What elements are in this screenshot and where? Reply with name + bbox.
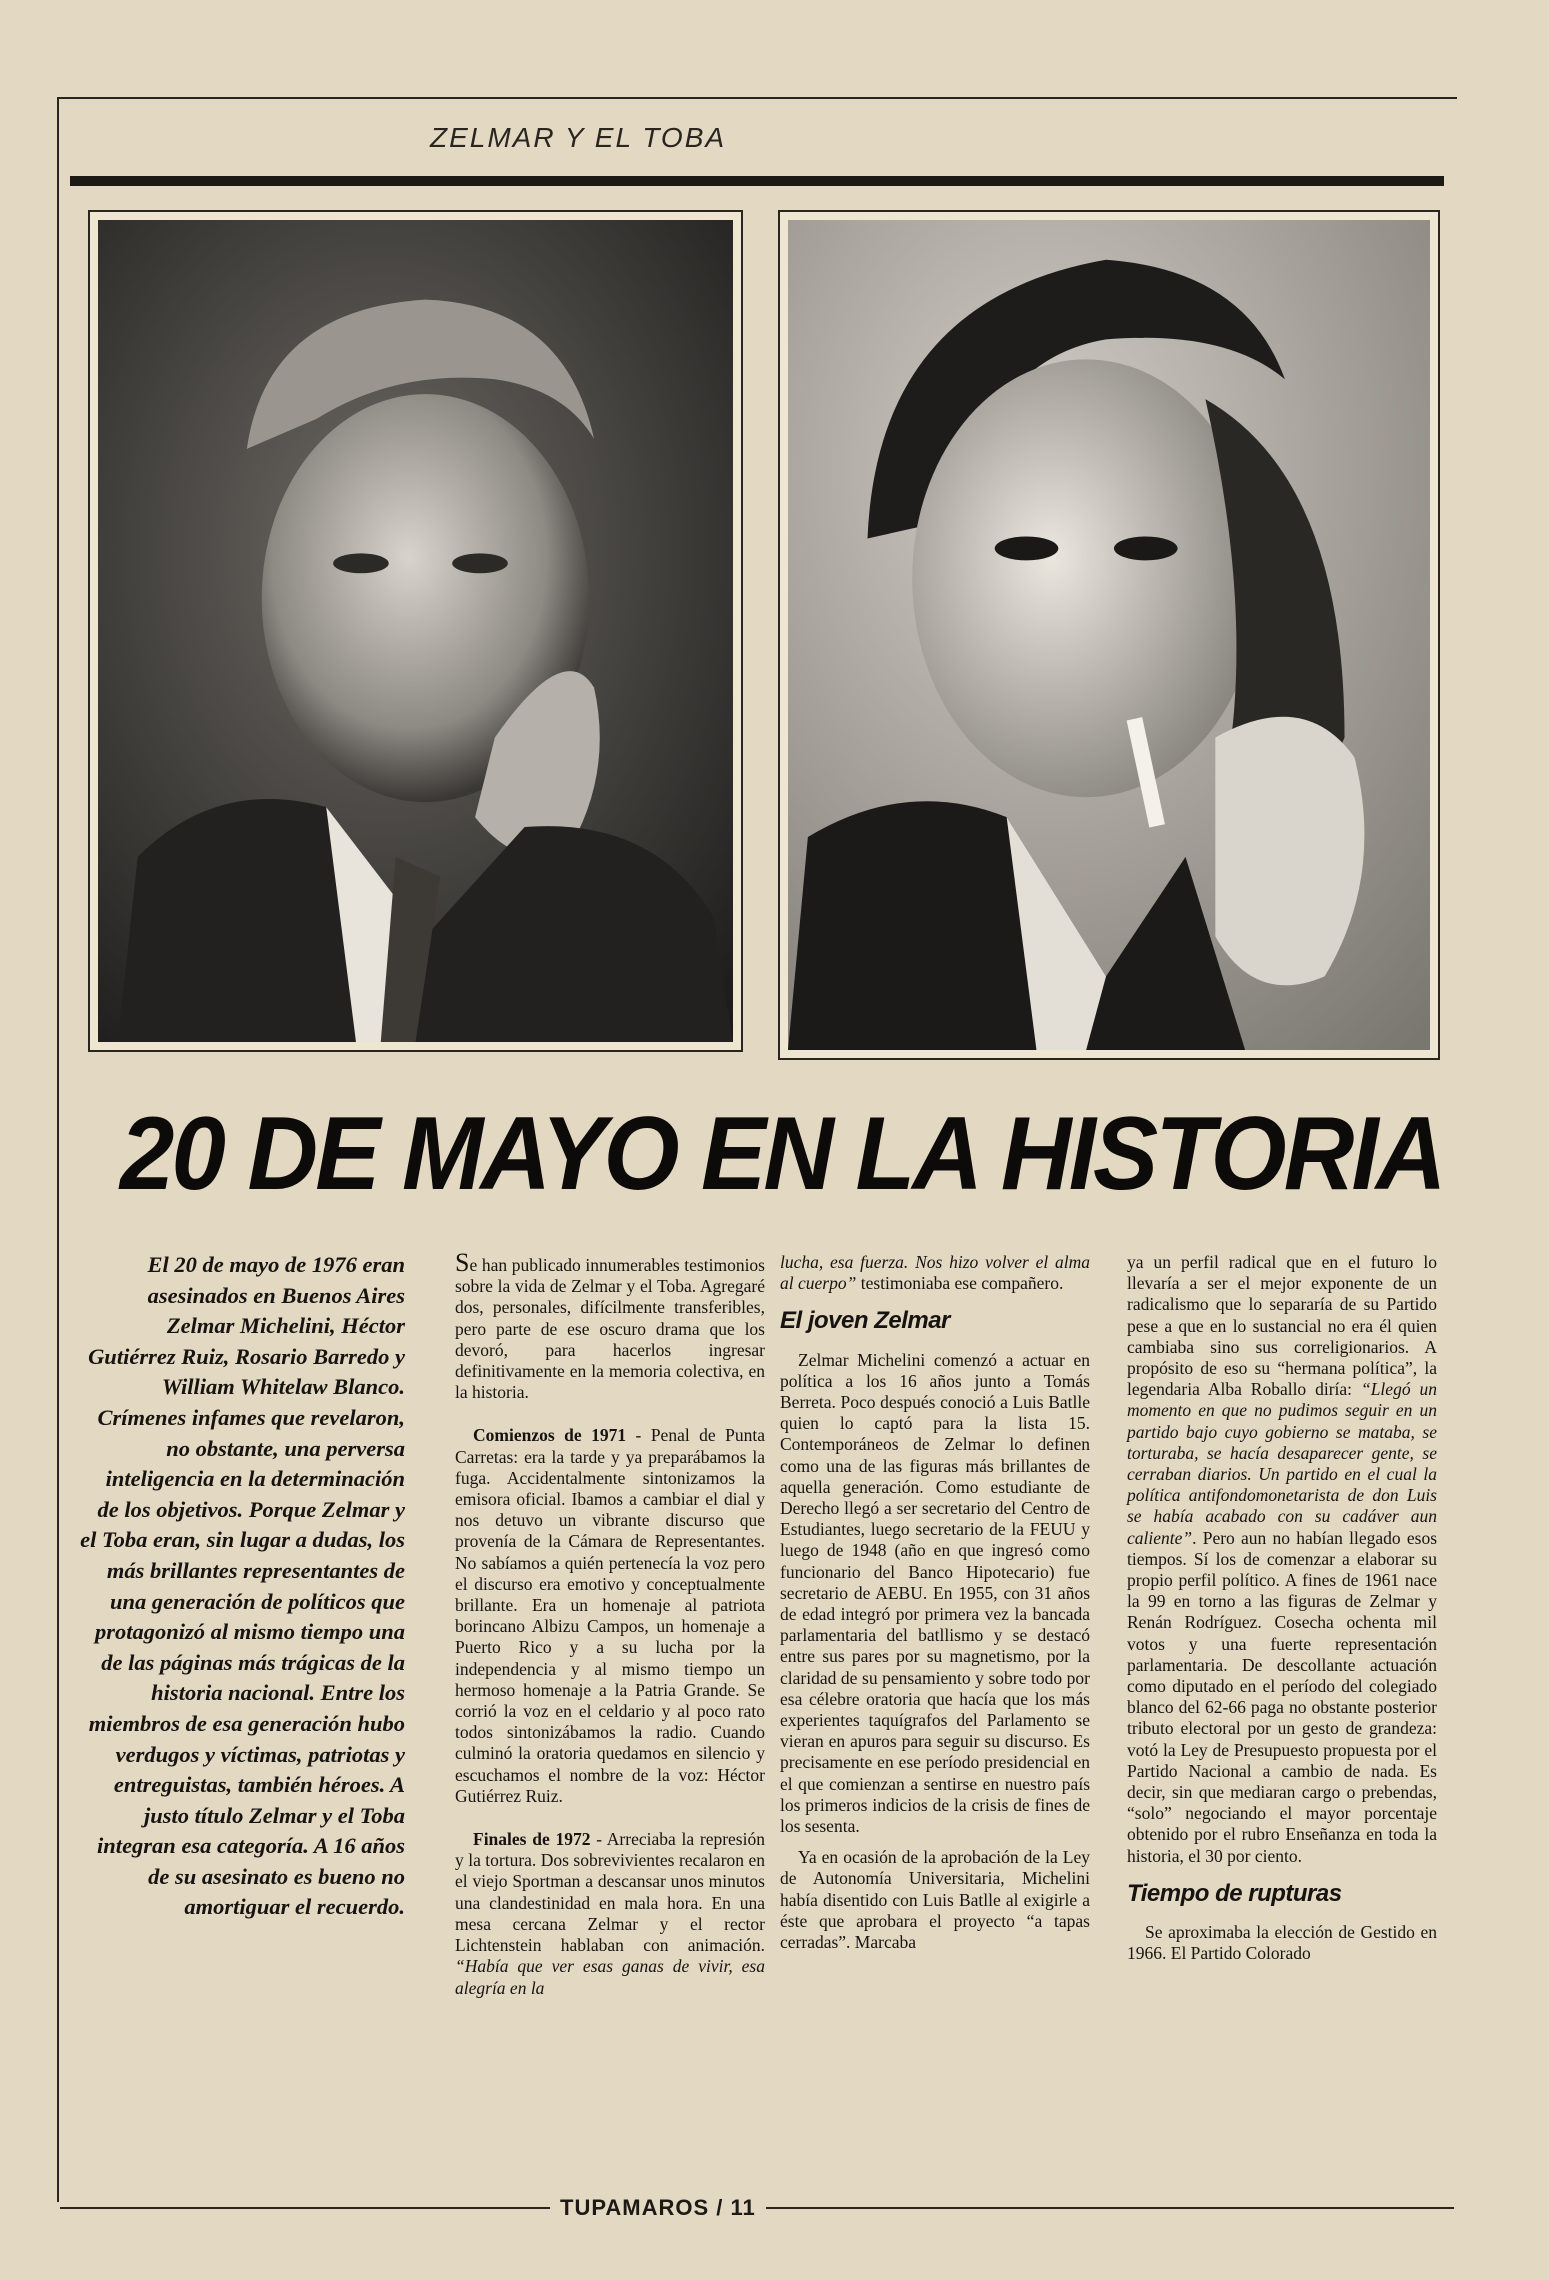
col4-paragraph-2: Se aproximaba la elección de Gestido en 1966. El Partido Colorado bbox=[1127, 1922, 1437, 1964]
subhead-tiempo-de-rupturas: Tiempo de rupturas bbox=[1127, 1879, 1342, 1907]
column-2 bbox=[455, 1248, 765, 2009]
drop-cap: S bbox=[455, 1248, 470, 1277]
lede-column bbox=[80, 1250, 405, 1923]
subhead-joven-zelmar: El joven Zelmar bbox=[780, 1307, 950, 1335]
col2-paragraph-2: - Penal de Punta Carretas: era la tarde y ya preparábamos la fuga. Accidentalmente sintonizamos la emisora oficial. Ibamos a cambiar el dial y nos detuvo un vibrante discurso que provenía de la Cámara de Representantes. No sabíamos a quién pertenecía la voz pero el discurso era emotivo y conceptualmente brillante. Era un homenaje al patriota borincano Albizu Campos, un homenaje a Puerto Rico y a su lucha por la independencia y al mismo tiempo un hermoso homenaje a la Patria Grande. Se corrió la voz en el celdario y al poco rato todos sintonizábamos la radio. Cuando culminó la oratoria quedamos en silencio y escuchamos el nombre de la voz: Héctor Gutiérrez Ruiz. bbox=[455, 1425, 765, 1806]
col3-paragraph-2: Zelmar Michelini comenzó a actuar en política a los 16 años junto a Tomás Berreta. Poco después conoció a Luis Batlle quien lo captó para la lista 15. Contemporáneos de Zelmar lo definen como una de las figuras más brillantes de aquella generación. Como estudiante de Derecho llegó a ser secretario del Centro de Estudiantes, luego secretario de la FEUU y luego de 1948 (año en que ingresó como funcionario del Banco Hipotecario) fue secretario de AEBU. En 1955, con 31 años de edad integró por primera vez la bancada parlamentaria del batllismo y se destacó entre sus pares por su magnetismo, por la claridad de su pensamiento y sobre todo por esa célebre oratoria que hacía que los más experientes taquígrafos del Parlamento se vieran en apuros para seguir su discurso. Es precisamente en ese período presidencial en el que comienzan a sentirse en nuestro país los primeros indicios de la crisis de fines de los sesenta. bbox=[780, 1349, 1090, 1837]
column-3 bbox=[780, 1252, 1090, 1963]
photo-right bbox=[778, 210, 1440, 1060]
col2-paragraph-1: e han publicado innumerables testimonios sobre la vida de Zelmar y el Toba. Agregaré dos, personales, difícilmente transferibles, pero parte de ese oscuro drama que los devoró, para hacerlos ingresar definitivamente en la memoria colectiva, en la historia. bbox=[455, 1255, 765, 1403]
photo-left bbox=[88, 210, 743, 1052]
lede-text: El 20 de mayo de 1976 eran asesinados en Buenos Aires Zelmar Michelini, Héctor Gutiérrez Ruiz, Rosario Barredo y William Whitelaw Blanco. Crímenes infames que revelaron, no obstante, una perversa inteligencia en la determinación de los objetivos. Porque Zelmar y el Toba eran, sin lugar a dudas, los más brillantes representantes de una generación de políticos que protagonizó al mismo tiempo una de las páginas más trágicas de la historia nacional. Entre los miembros de esa generación hubo verdugos y víctimas, patriotas y entreguistas, también héroes. A justo título Zelmar y el Toba integran esa categoría. A 16 años de su asesinato es bueno no amortiguar el recuerdo. bbox=[80, 1252, 405, 1920]
col2-quote: “Había que ver esas ganas de vivir, esa alegría en la bbox=[455, 1956, 765, 1998]
header-rule bbox=[70, 176, 1444, 186]
col2-paragraph-3: - Arreciaba la represión y la tortura. Dos sobrevivientes recalaron en el viejo Sportman a descansar unos minutos una clandestinidad en mala hora. En una mesa cercana Zelmar y el rector Lichtenstein hablaban con animación. bbox=[455, 1829, 765, 1956]
column-4 bbox=[1127, 1252, 1437, 1975]
page-folio: TUPAMAROS / 11 bbox=[550, 2195, 766, 2221]
col3-paragraph-1: testimoniaba ese compañero. bbox=[856, 1273, 1064, 1294]
headline: 20 DE MAYO EN LA HISTORIA bbox=[120, 1096, 1444, 1212]
section-header: ZELMAR Y EL TOBA bbox=[430, 122, 727, 153]
col2-p3-lead: Finales de 1972 bbox=[473, 1829, 591, 1850]
col4-quote: “Llegó un momento en que no pudimos seguir en un partido bajo cuyo gobierno se mataba, se torturaba, se hacía desaparecer gente, se cerraban diarios. Un partido en el cual la política antifondomonetarista de don Luis se había acabado con su cadáver aun caliente” bbox=[1127, 1379, 1437, 1548]
col4-paragraph-1b: . Pero aun no habían llegado esos tiempos. Sí los de comenzar a elaborar su propio perfil político. A fines de 1961 nace la 99 en torno a las figuras de Zelmar y Renán Rodríguez. Cosecha ochenta mil votos y una fuerte representación parlamentaria. De descollante actuación como diputado en el período del colegiado blanco del 62-66 paga no obstante posterior tributo electoral por un gesto de grandeza: votó la Ley de Presupuesto propuesta por el Partido Nacional a cambio de nada. Es decir, sin que mediaran cargo o prebendas, “solo” negociando el mayor porcentaje obtenido por el rubro Enseñanza en toda la historia, el 30 por ciento. bbox=[1127, 1527, 1437, 1866]
col3-paragraph-3: Ya en ocasión de la aprobación de la Ley de Autonomía Universitaria, Michelini había disentido con Luis Batlle al exigirle a éste que aprobara el proyecto “a tapas cerradas”. Marcaba bbox=[780, 1847, 1090, 1953]
col3-quote: lucha, esa fuerza. Nos hizo volver el alma al cuerpo” bbox=[780, 1252, 1090, 1294]
col4-paragraph-1a: ya un perfil radical que en el futuro lo llevaría a ser el mejor exponente de un radicalismo que lo separaría de su Partido pese a que en lo sustancial no era él quien cambiaba sino sus correligionarios. A propósito de eso su “hermana política”, la legendaria Alba Roballo diría: bbox=[1127, 1252, 1437, 1400]
portrait-right-image bbox=[788, 220, 1430, 1050]
portrait-left-image bbox=[98, 220, 733, 1042]
col2-p2-lead: Comienzos de 1971 bbox=[473, 1425, 627, 1446]
